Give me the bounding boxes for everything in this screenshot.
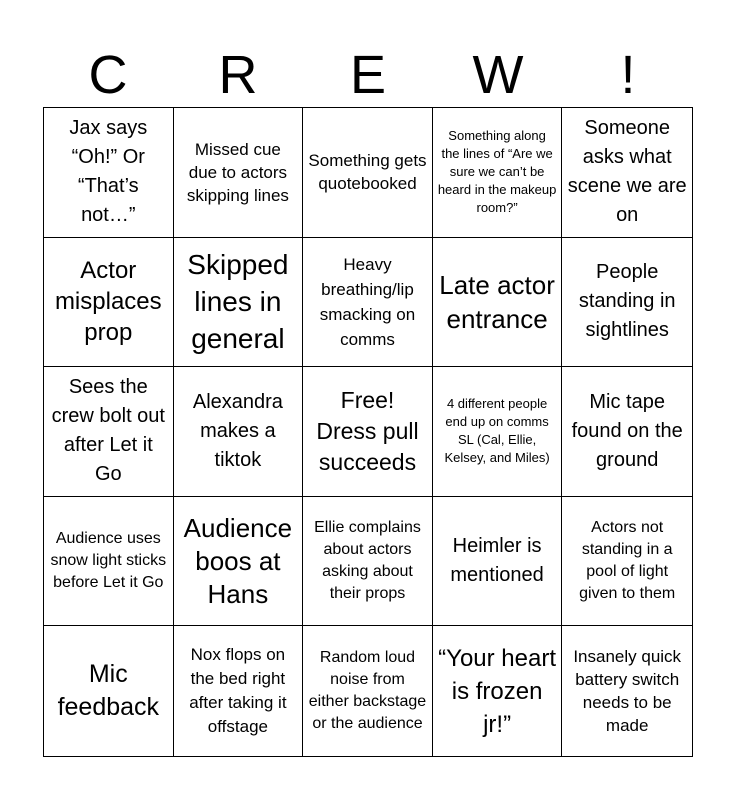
cell-text: People standing in sightlines: [578, 261, 676, 342]
bingo-cell[interactable]: [562, 108, 692, 238]
bingo-cell[interactable]: [174, 626, 304, 756]
cell-text: Audience boos at Hans: [183, 512, 293, 609]
cell-text: Actors not standing in a pool of light given to them: [579, 519, 676, 603]
bingo-header: [43, 46, 693, 104]
cell-text: Jax says “Oh!” Or “That’s not…”: [69, 117, 148, 227]
header-letter-r: R: [218, 45, 258, 105]
cell-text: Heimler is mentioned: [450, 535, 544, 587]
cell-text: Ellie complains about actors asking about their props: [314, 519, 421, 603]
bingo-cell[interactable]: [174, 367, 304, 497]
header-letter-e: E: [349, 45, 387, 105]
header-letter-exclamation: !: [620, 45, 636, 105]
cell-text: Skipped lines in general: [187, 249, 289, 355]
cell-text: Mic feedback: [57, 660, 160, 722]
bingo-cell[interactable]: [303, 108, 433, 238]
bingo-cell[interactable]: [303, 238, 433, 368]
cell-text: Something along the lines of “Are we sure we can’t be heard in the makeup room?”: [437, 128, 557, 216]
bingo-cell[interactable]: [562, 238, 692, 368]
bingo-cell[interactable]: [562, 626, 692, 756]
cell-text: Free! Dress pull succeeds: [316, 386, 419, 475]
cell-text: Nox flops on the bed right after taking it offstage: [189, 645, 287, 737]
bingo-cell[interactable]: [433, 497, 563, 627]
bingo-cell[interactable]: [174, 108, 304, 238]
cell-text: Random loud noise from either backstage or the audience: [308, 649, 427, 733]
bingo-cell[interactable]: [433, 367, 563, 497]
bingo-cell[interactable]: [174, 497, 304, 627]
cell-text: Insanely quick battery switch needs to be made: [573, 647, 682, 736]
bingo-cell[interactable]: [562, 497, 692, 627]
bingo-cell[interactable]: [44, 238, 174, 368]
bingo-cell[interactable]: [433, 108, 563, 238]
cell-text: Alexandra makes a tiktok: [192, 390, 283, 471]
cell-text: Actor misplaces prop: [54, 257, 162, 347]
bingo-cell[interactable]: [174, 238, 304, 368]
cell-text: Mic tape found on the ground: [571, 390, 683, 471]
bingo-cell[interactable]: [303, 367, 433, 497]
bingo-cell[interactable]: [44, 626, 174, 756]
cell-text: Someone asks what scene we are on: [567, 117, 687, 227]
cell-text: Sees the crew bolt out after Let it Go: [51, 376, 165, 486]
cell-text: Heavy breathing/lip smacking on comms: [319, 254, 416, 349]
bingo-cell[interactable]: [303, 497, 433, 627]
bingo-grid: [43, 107, 693, 757]
cell-text: “Your heart is frozen jr!”: [438, 644, 557, 738]
bingo-cell[interactable]: [44, 367, 174, 497]
header-letter-c: C: [88, 45, 128, 105]
bingo-cell[interactable]: [44, 108, 174, 238]
cell-text: 4 different people end up on comms SL (Cal, Ellie, Kelsey, and Miles): [444, 396, 550, 466]
header-letter-w: W: [472, 45, 524, 105]
bingo-cell[interactable]: [303, 626, 433, 756]
bingo-cell[interactable]: [562, 367, 692, 497]
bingo-cell[interactable]: [44, 497, 174, 627]
cell-text: Something gets quotebooked: [308, 151, 427, 194]
bingo-cell[interactable]: [433, 238, 563, 368]
cell-text: Missed cue due to actors skipping lines: [186, 139, 289, 205]
cell-text: Audience uses snow light sticks before Let it Go: [50, 530, 167, 592]
cell-text: Late actor entrance: [439, 269, 555, 334]
bingo-cell[interactable]: [433, 626, 563, 756]
